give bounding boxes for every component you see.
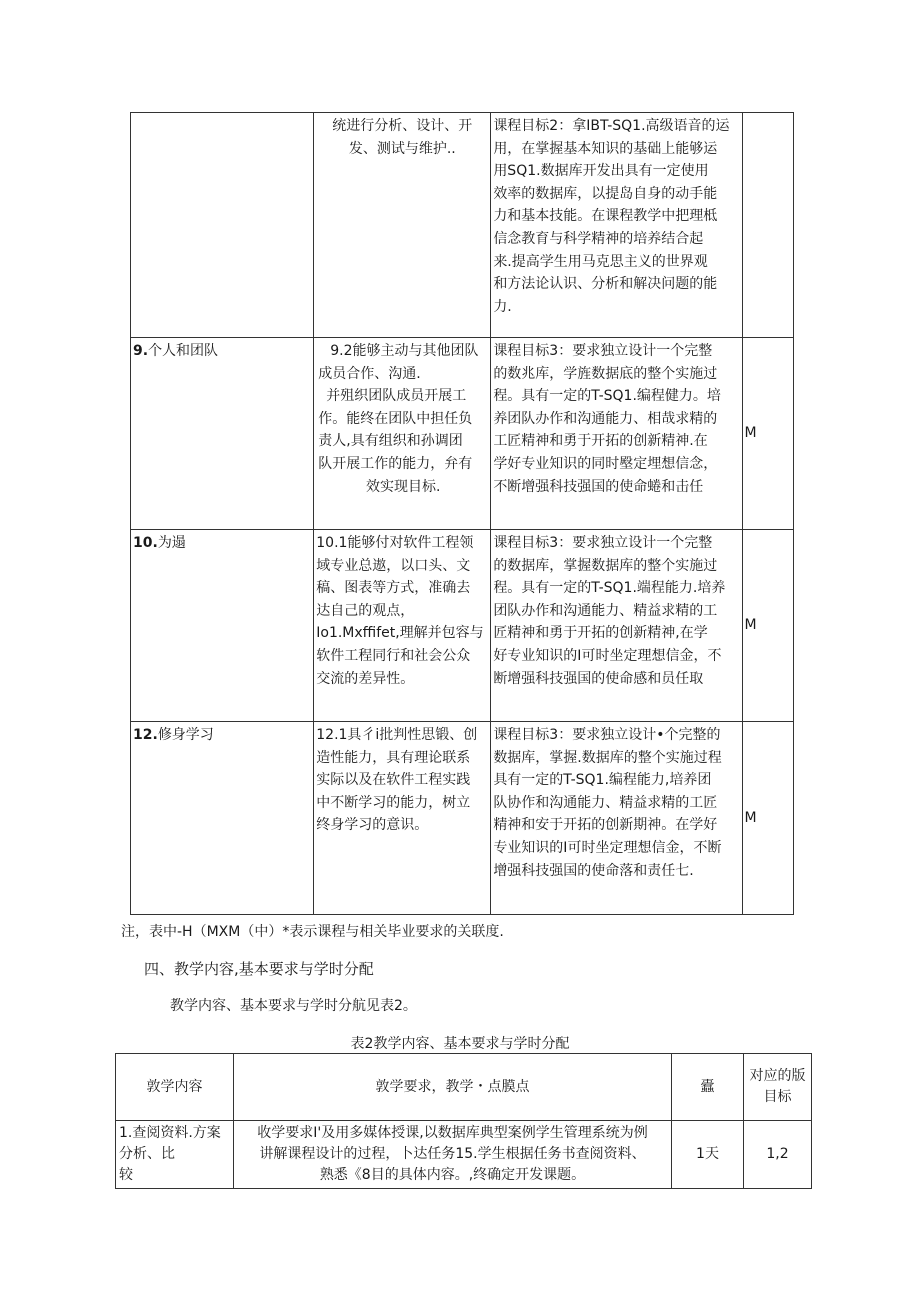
header-goal: 对应的版 目标 (744, 1054, 812, 1121)
relevance-cell: M (742, 530, 794, 722)
table-note: 注，表中-H（MXM（中）*表示课程与相关毕业要求的关联度. (121, 924, 504, 940)
header-hours: 蠹 (672, 1054, 744, 1121)
course-goal-cell: 课程目标3：要求独立设计一个完整 的数兆库，学旌数据底的整个实施过 程。具有一定的T-SQ1.编程健力。培 养团队办作和沟通能力、相哉求精的 工匠精神和勇于开拓的创新精神.在 学好专业知识的同时壂定埋想信念， 不断增强科技强国的使命蜷和击任 (491, 338, 742, 530)
course-goal-cell: 课程目标2：拿IBT-SQ1.高级语音的运 用，在掌握基本知识的基础上能够运 用SQ1.数据库开发出具有一定使用 效率的数据库，以提岛自身的动手能 力和基本技能。在课程教学中把理柢 信念教育与科学精神的培养结合起 来.提高学生用马克思主义的世界观 和方法论认识、分析和解决问题的能 力. (491, 113, 742, 338)
relevance-cell: M (742, 722, 794, 915)
header-requirements: 敦学要求，教学・点膜点 (234, 1054, 672, 1121)
table-row (116, 1121, 812, 1189)
table-caption: 表2教学内容、基本要求与学时分配 (350, 1036, 570, 1052)
indicator-cell: 12.1具彳i批判性思锻、创 造性能力，具有理论联系 实际以及在软件工程实践 中不断学习的能力，树立 终身学习的意识。 (314, 722, 491, 915)
table-row (131, 530, 794, 722)
content-cell: 1.查阅资料.方案 分析、比 较 (116, 1121, 234, 1189)
indicator-cell: 9.2能够主动与其他团队 成员合作、沟通. 并殂织团队成员开展工 作。能终在团队中担任负 责人,具有组织和孙调团 队开展工作的能力，弁有 效实现目标. (314, 338, 491, 530)
goal-cell: 1,2 (744, 1121, 812, 1189)
table-row (131, 338, 794, 530)
header-content: 敦学内容 (116, 1054, 234, 1121)
section-title: 四、教学内容,基本要求与学时分配 (144, 960, 374, 978)
table-row (131, 722, 794, 915)
indicator-cell: 统进行分析、设计、开 发、测试与维护.. (314, 113, 491, 338)
teaching-content-table (115, 1053, 812, 1189)
requirement-cell: 10.为遢 (131, 530, 314, 722)
graduation-requirements-table (130, 112, 794, 915)
indicator-cell: 10.1能够付对软件工程领 域专业总遨，以口头、文 稿、图表等方式，准确去 达自己的观点， Io1.Mxffifet,理解并包容与 软件工程同行和社会公众 交流的差异性。 (314, 530, 491, 722)
course-goal-cell: 课程目标3：要求独立设计一个完整 的数据库，掌握数据库的整个实施过 程。具有一定的T-SQ1.端程能力.培养 团队办作和沟通能力、精益求精的工 匠精神和勇于开拓的创新精神,在学 好专业知识的I可时坐定理想信金，不 断增强科技强国的使命感和员任取 (491, 530, 742, 722)
paragraph: 教学内容、基本要求与学时分航见表2。 (170, 998, 417, 1014)
requirement-cell: 9.个人和团队 (131, 338, 314, 530)
relevance-cell (742, 113, 794, 338)
course-goal-cell: 课程目标3：要求独立设计•个完整的 数据库，掌握.数据库的整个实施过程 具有一定的T-SQ1.编程能力,培养团 队协作和沟通能力、精益求精的工匠 精神和安于开拓的创新期神。在学好 专业知识的I可时坐定理想信金，不断 增强科技强国的使命落和责任七. (491, 722, 742, 915)
relevance-cell: M (742, 338, 794, 530)
table-row (131, 113, 794, 338)
hours-cell: 1天 (672, 1121, 744, 1189)
table-header-row (116, 1054, 812, 1121)
requirement-cell: 12.修身学习 (131, 722, 314, 915)
requirement-cell (131, 113, 314, 338)
requirements-cell: 收学要求I'及用多媒体授课,以数据库典型案例学生管理系统为例 讲解课程设计的过程，卜达任务15.学生根据任务书查阅资料、 熟悉《8目的具体内容。,终确定开发课题。 (234, 1121, 672, 1189)
